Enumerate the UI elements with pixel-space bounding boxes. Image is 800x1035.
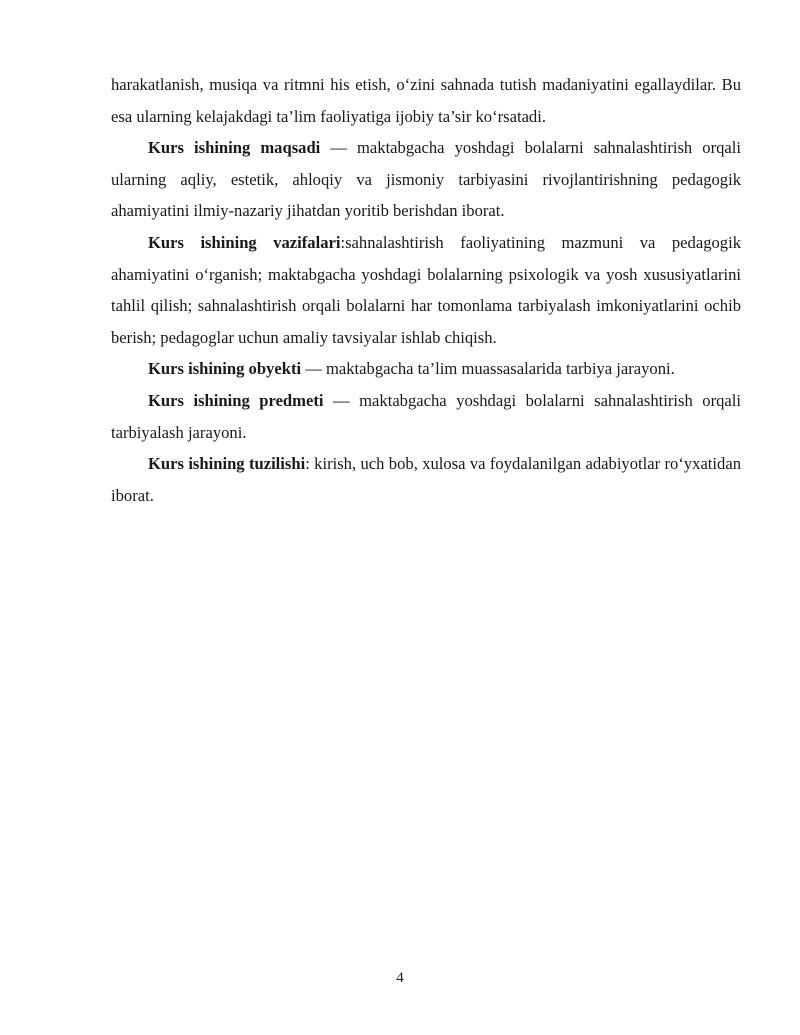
paragraph-text: — maktabgacha ta’lim muassasalarida tarbiya jarayoni. — [301, 359, 675, 379]
paragraph-lead: Kurs ishining obyekti — [148, 359, 302, 379]
paragraph-lead: Kurs ishining maqsadi — [148, 138, 321, 158]
paragraph-subject — [111, 385, 741, 448]
page-number: 4 — [396, 970, 404, 986]
paragraph-continuation — [111, 69, 741, 132]
paragraph-text: — maktabgacha yoshdagi bolalarni sahnalashtirish orqali tarbiyalash jarayoni. — [111, 390, 741, 442]
paragraph-lead: Kurs ishining predmeti — [148, 390, 324, 410]
paragraph-text: :sahnalashtirish faoliyatining mazmuni va pedagogik ahamiyatini o‘rganish; maktabgacha yoshdagi bolalarning psixologik va yosh xususiyatlarini tahlil qilish; sahnalashtirish orqali bolalarni har tomonlama tarbiyalash imkoniyatlarini ochib berish; pedagoglar uchun amaliy tavsiyalar ishlab chiqish. — [111, 232, 741, 347]
paragraph-object — [111, 353, 741, 385]
paragraph-goal — [111, 132, 741, 227]
paragraph-text: — maktabgacha yoshdagi bolalarni sahnalashtirish orqali ularning aqliy, estetik, ahloqiy va jismoniy tarbiyasini rivojlantirishning pedagogik ahamiyatini ilmiy-nazariy jihatdan yoritib berishdan iborat. — [111, 138, 741, 221]
paragraph-tasks — [111, 227, 741, 353]
paragraph-text: : kirish, uch bob, xulosa va foydalanilgan adabiyotlar ro‘yxatidan iborat. — [111, 454, 741, 505]
paragraph-lead: Kurs ishining vazifalari — [148, 232, 341, 252]
paragraph-lead: Kurs ishining tuzilishi — [148, 454, 306, 474]
paragraph-text: harakatlanish, musiqa va ritmni his etish, o‘zini sahnada tutish madaniyatini egallaydilar. Bu esa ularning kelajakdagi ta’lim faoliyatiga ijobiy ta’sir ko‘rsatadi. — [111, 75, 741, 126]
paragraph-structure — [111, 448, 741, 511]
body-text — [111, 69, 741, 511]
